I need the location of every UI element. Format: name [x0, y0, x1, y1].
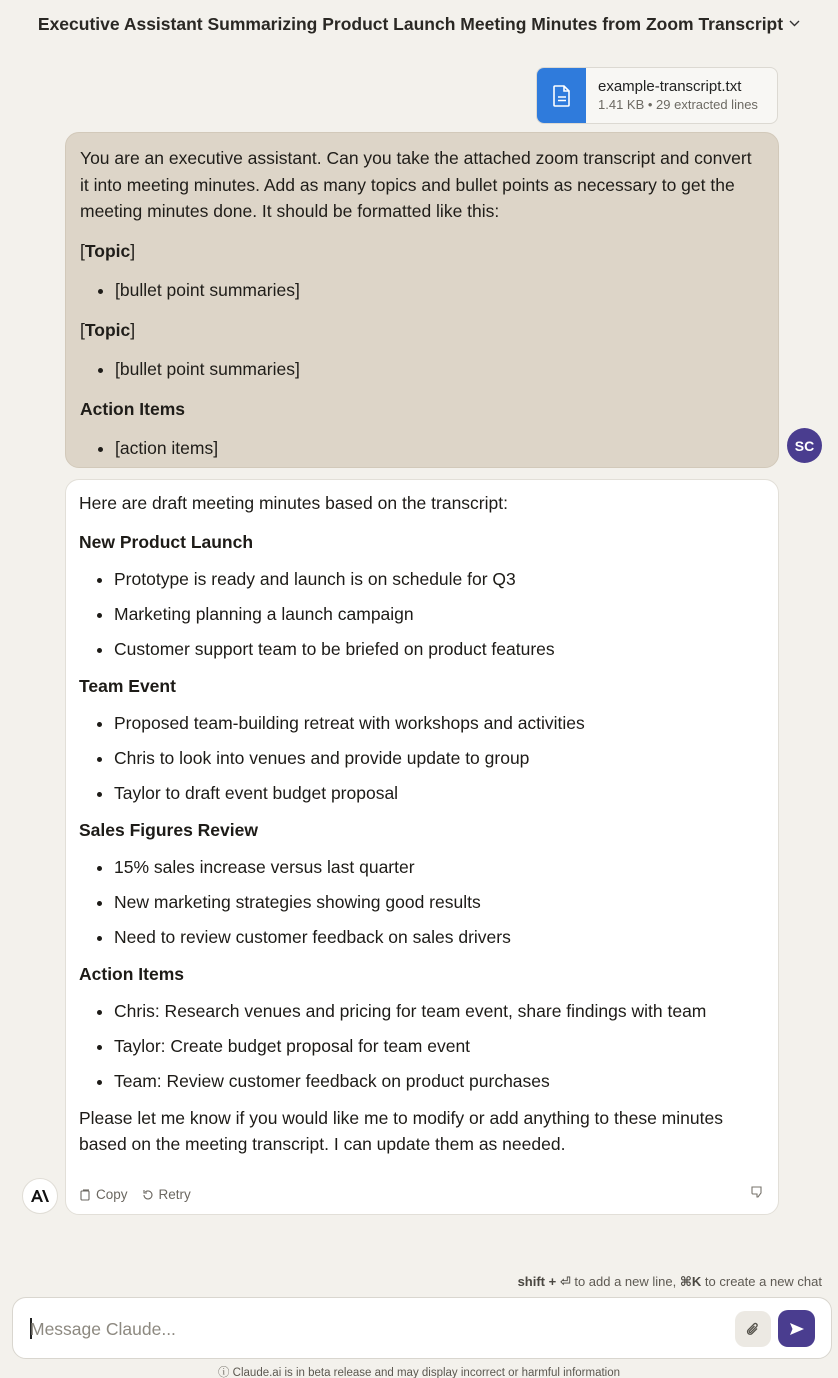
composer [12, 1297, 832, 1359]
assistant-closing: Please let me know if you would like me to modify or add anything to these minutes based on the meeting transcript. I can update them as needed. [79, 1108, 723, 1154]
keyboard-hint: shift + ⏎ to add a new line, ⌘K to create a new chat [517, 1274, 822, 1289]
send-button[interactable] [778, 1310, 815, 1347]
user-action-heading: Action Items [80, 398, 186, 419]
list-item: • Taylor to draft event budget proposal [114, 782, 764, 804]
user-message [65, 132, 779, 468]
user-message-intro: You are an executive assistant. Can you take the attached zoom transcript and convert it into meeting minutes. Add as many topics and bullet points as necessary to get the meeting minutes done. It should be formatted like this: [80, 148, 752, 221]
avatar[interactable]: SC [787, 428, 822, 463]
list-item: • Chris: Research venues and pricing for team event, share findings with team [114, 1000, 764, 1022]
chevron-down-icon[interactable] [789, 16, 800, 30]
beta-disclaimer: ⓘ Claude.ai is in beta release and may display incorrect or harmful information [217, 1367, 621, 1378]
attachment-meta: 1.41 KB • 29 extracted lines [598, 97, 758, 112]
section-heading: Team Event [79, 676, 176, 696]
list-item: • [action items] [115, 435, 764, 462]
paperclip-icon [746, 1321, 760, 1338]
user-topic-line: [Topic] [80, 240, 136, 261]
list-item: • [bullet point summaries] [115, 277, 764, 304]
list-item: • Proposed team-building retreat with workshops and activities [114, 712, 764, 734]
list-item: • Team: Review customer feedback on product purchases [114, 1070, 764, 1092]
list-item: • Need to review customer feedback on sales drivers [114, 926, 764, 948]
retry-icon [142, 1189, 154, 1201]
attachment-card[interactable] [536, 67, 778, 124]
list-item: • Taylor: Create budget proposal for team event [114, 1035, 764, 1057]
section-heading: New Product Launch [79, 532, 254, 552]
document-icon [537, 68, 586, 123]
assistant-intro: Here are draft meeting minutes based on the transcript: [79, 493, 508, 513]
list-item: • 15% sales increase versus last quarter [114, 856, 764, 878]
list-item: • [bullet point summaries] [115, 356, 764, 383]
claude-logo-icon [22, 1178, 58, 1214]
send-icon [789, 1322, 805, 1336]
conversation-title[interactable] [0, 0, 838, 48]
retry-button[interactable] [142, 1187, 191, 1202]
section-heading: Sales Figures Review [79, 820, 258, 840]
list-item: • New marketing strategies showing good results [114, 891, 764, 913]
retry-label: Retry [158, 1187, 191, 1202]
list-item: • Chris to look into venues and provide update to group [114, 747, 764, 769]
list-item: • Prototype is ready and launch is on schedule for Q3 [114, 568, 764, 590]
copy-label: Copy [96, 1187, 128, 1202]
attach-button[interactable] [735, 1311, 771, 1347]
assistant-message [65, 479, 779, 1215]
copy-button[interactable] [80, 1187, 128, 1202]
message-input[interactable] [30, 1317, 720, 1341]
user-topic-line: [Topic] [80, 319, 136, 340]
list-item: • Marketing planning a launch campaign [114, 603, 764, 625]
attachment-name: example-transcript.txt [598, 78, 742, 95]
section-heading: Action Items [79, 964, 185, 984]
copy-icon [80, 1189, 91, 1201]
conversation-title-text: Executive Assistant Summarizing Product Launch Meeting Minutes from Zoom Transcript [37, 13, 784, 34]
list-item: • Customer support team to be briefed on product features [114, 638, 764, 660]
thumbs-down-icon[interactable] [751, 1186, 764, 1201]
